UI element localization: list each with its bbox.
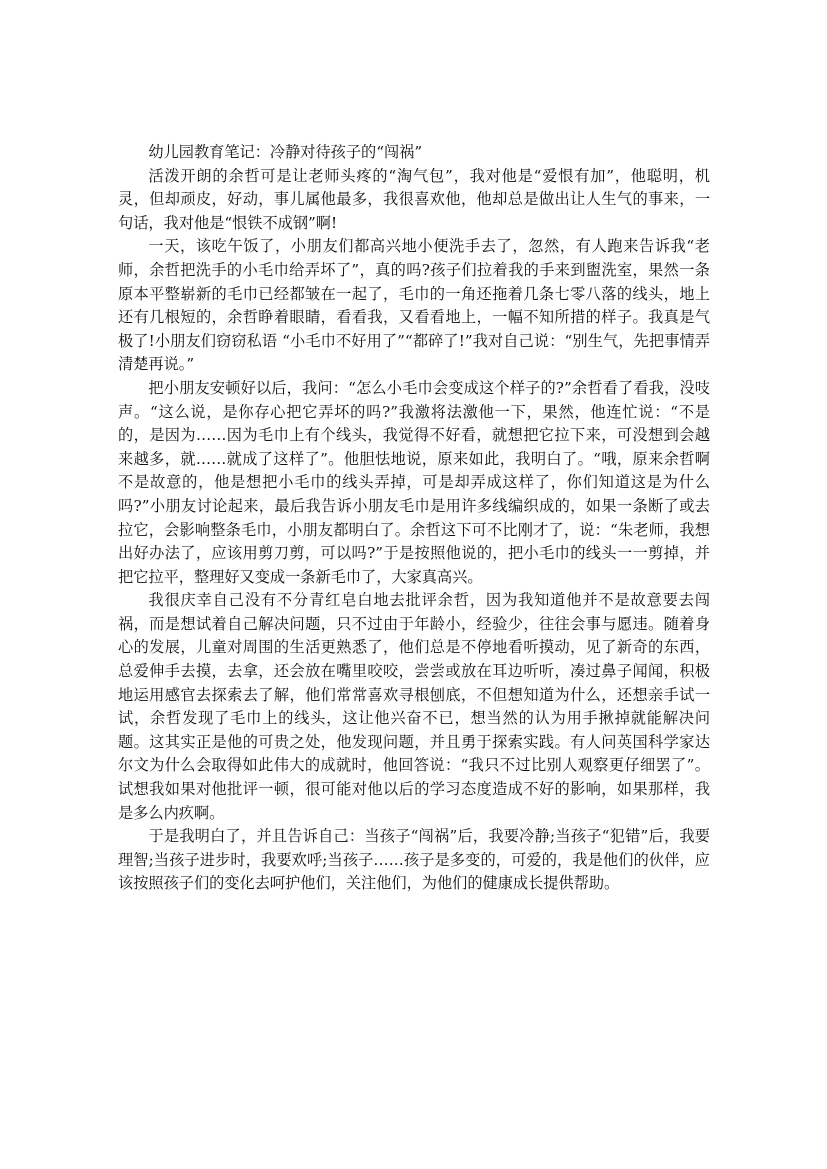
paragraph-conclusion: 于是我明白了，并且告诉自己：当孩子“闯祸”后，我要冷静;当孩子“犯错”后，我要理智;当孩子进步时，我要欢呼;当孩子……孩子是多变的，可爱的，我是他们的伙伴，应该按照孩子们的变化去呵护他们，关注他们，为他们的健康成长提供帮助。	[118, 827, 710, 893]
paragraph-incident: 一天，该吃午饭了，小朋友们都高兴地小便洗手去了，忽然，有人跑来告诉我“老师，余哲把洗手的小毛巾给弄坏了”，真的吗?孩子们拉着我的手来到盥洗室，果然一条原本平整崭新的毛巾已经都皱在一起了，毛巾的一角还拖着几条七零八落的线头，地上还有几根短的，余哲睁着眼睛，看看我，又看看地上，一幅不知所措的样子。我真是气极了!小朋友们窃窃私语 “小毛巾不好用了”“都碎了!”我对自己说：“别生气，先把事情弄清楚再说。”	[118, 237, 710, 374]
paragraph-conversation: 把小朋友安顿好以后，我问：“怎么小毛巾会变成这个样子的?”余哲看了看我，没吱声。“这么说，是你存心把它弄坏的吗?”我激将法激他一下，果然，他连忙说：“不是的，是因为……因为毛巾上有个线头，我觉得不好看，就想把它拉下来，可没想到会越来越多，就……就成了这样了”。他胆怯地说，原来如此，我明白了。“哦，原来余哲啊不是故意的，他是想把小毛巾的线头弄掉，可是却弄成这样了，你们知道这是为什么吗?”小朋友讨论起来，最后我告诉小朋友毛巾是用许多线编织成的，如果一条断了或去拉它，会影响整条毛巾，小朋友都明白了。余哲这下可不比刚才了，说：“朱老师，我想出好办法了，应该用剪刀剪，可以吗?”于是按照他说的，把小毛巾的线头一一剪掉，并把它拉平，整理好又变成一条新毛巾了，大家真高兴。	[118, 378, 710, 586]
paragraph-intro: 活泼开朗的余哲可是让老师头疼的“淘气包”，我对他是“爱恨有加”，他聪明，机灵，但却顽皮，好动，事儿属他最多，我很喜欢他，他却总是做出让人生气的事来，一句话，我对他是“恨铁不成钢”啊!	[118, 166, 710, 232]
paragraph-reflection: 我很庆幸自己没有不分青红皂白地去批评余哲，因为我知道他并不是故意要去闯祸，而是想试着自己解决问题，只不过由于年龄小，经验少，往往会事与愿违。随着身心的发展，儿童对周围的生活更熟悉了，他们总是不停地看听摸动，见了新奇的东西，总爱伸手去摸，去拿，还会放在嘴里咬咬，尝尝或放在耳边听听，凑过鼻子闻闻，积极地运用感官去探索去了解，他们常常喜欢寻根刨底，不但想知道为什么，还想亲手试一试，余哲发现了毛巾上的线头，这让他兴奋不已，想当然的认为用手揪掉就能解决问题。这其实正是他的可贵之处，他发现问题，并且勇于探索实践。有人问英国科学家达尔文为什么会取得如此伟大的成就时，他回答说：“我只不过比别人观察更仔细罢了”。试想我如果对他批评一顿，很可能对他以后的学习态度造成不好的影响，如果那样，我是多么内疚啊。	[118, 591, 710, 822]
document-title: 幼儿园教育笔记：冷静对待孩子的“闯祸”	[148, 143, 423, 161]
document-body	[118, 141, 710, 896]
